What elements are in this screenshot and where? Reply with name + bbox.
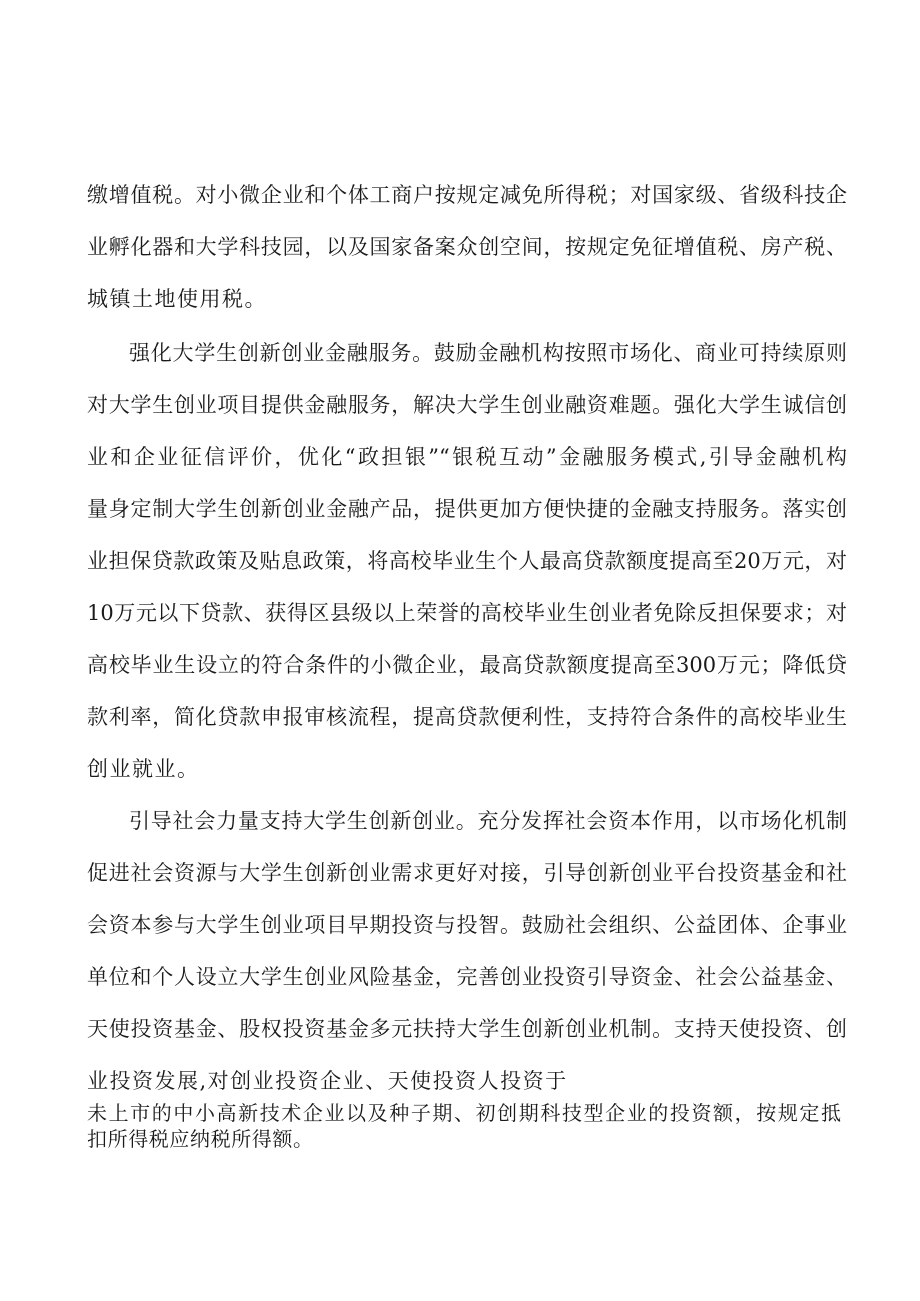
text-line: 未上市的中小高新技术企业以及种子期、初创期科技型企业的投资额，按规定抵	[87, 1101, 841, 1125]
text-line: 创业就业。	[87, 757, 200, 781]
text-line: 业和企业征信评价，优化“政担银”“银税互动”金融服务模式,引导金融机构	[87, 445, 847, 469]
text-line: 高校毕业生设立的符合条件的小微企业，最高贷款额度提高至300万元；降低贷	[87, 653, 847, 677]
text-line: 扣所得税应纳税所得额。	[87, 1127, 314, 1151]
text-line: 10万元以下贷款、获得区县级以上荣誉的高校毕业生创业者免除反担保要求；对	[87, 601, 847, 625]
text-line: 业投资发展,对创业投资企业、天使投资人投资于	[87, 1069, 568, 1093]
text-line: 量身定制大学生创新创业金融产品，提供更加方便快捷的金融支持服务。落实创	[87, 497, 847, 521]
text-line: 业孵化器和大学科技园，以及国家备案众创空间，按规定免征增值税、房产税、	[87, 235, 847, 259]
text-line: 缴增值税。对小微企业和个体工商户按规定减免所得税；对国家级、省级科技企	[87, 183, 847, 207]
text-line: 促进社会资源与大学生创新创业需求更好对接，引导创新创业平台投资基金和社	[87, 861, 847, 885]
text-line: 款利率，简化贷款申报审核流程，提高贷款便利性，支持符合条件的高校毕业生	[87, 705, 847, 729]
text-line: 城镇土地使用税。	[87, 287, 267, 311]
text-line: 天使投资基金、股权投资基金多元扶持大学生创新创业机制。支持天使投资、创	[87, 1017, 847, 1041]
paragraph-first-line: 引导社会力量支持大学生创新创业。充分发挥社会资本作用，以市场化机制	[129, 809, 847, 833]
text-line: 单位和个人设立大学生创业风险基金，完善创业投资引导资金、社会公益基金、	[87, 965, 847, 989]
text-line: 业担保贷款政策及贴息政策，将高校毕业生个人最高贷款额度提高至20万元，对	[87, 549, 847, 573]
text-line: 对大学生创业项目提供金融服务，解决大学生创业融资难题。强化大学生诚信创	[87, 393, 847, 417]
text-line: 会资本参与大学生创业项目早期投资与投智。鼓励社会组织、公益团体、企事业	[87, 913, 847, 937]
paragraph-first-line: 强化大学生创新创业金融服务。鼓励金融机构按照市场化、商业可持续原则	[129, 341, 847, 365]
